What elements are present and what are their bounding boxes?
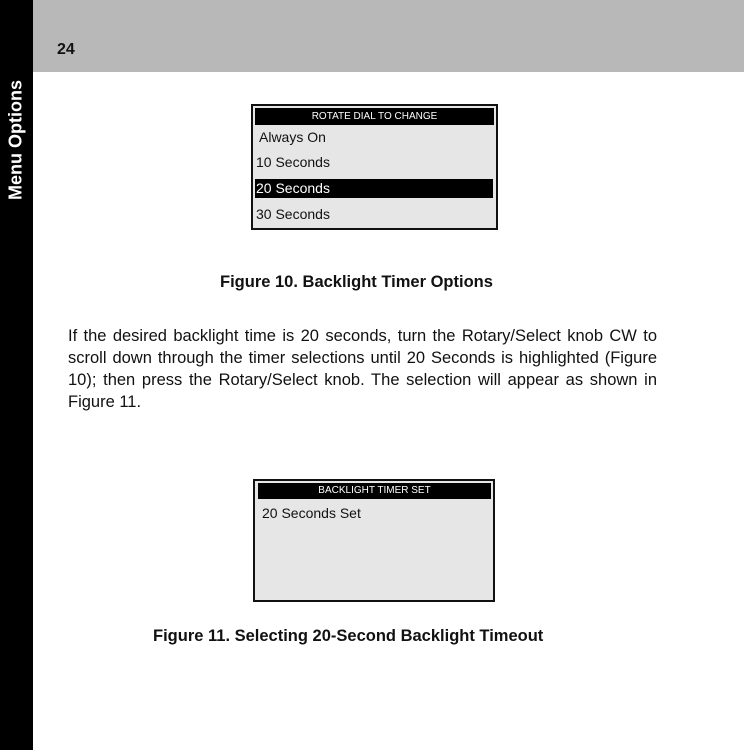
- option-30-seconds[interactable]: 30 Seconds: [256, 206, 330, 222]
- option-10-seconds[interactable]: 10 Seconds: [256, 154, 330, 170]
- option-20-seconds-selected[interactable]: 20 Seconds: [255, 179, 493, 198]
- confirmation-message: 20 Seconds Set: [262, 505, 361, 521]
- body-paragraph: If the desired backlight time is 20 seconds, turn the Rotary/Select knob CW to scroll down through the timer selections until 20 Seconds is highlighted (Figure 10); then press the Rotary/Select knob. The selection will appear as shown in Figure 11.: [68, 327, 657, 411]
- screen-title: BACKLIGHT TIMER SET: [258, 483, 491, 499]
- page-header: [33, 0, 744, 72]
- section-side-tab: [0, 0, 33, 750]
- section-label: Menu Options: [5, 80, 26, 200]
- backlight-set-screen: [253, 479, 495, 602]
- figure-11-caption: Figure 11. Selecting 20-Second Backlight Timeout: [153, 627, 544, 645]
- screen-title: ROTATE DIAL TO CHANGE: [255, 108, 494, 125]
- figure-10-caption: Figure 10. Backlight Timer Options: [220, 273, 493, 291]
- option-always-on[interactable]: Always On: [259, 129, 326, 145]
- page-number: 24: [57, 41, 75, 58]
- backlight-options-screen: [251, 104, 498, 230]
